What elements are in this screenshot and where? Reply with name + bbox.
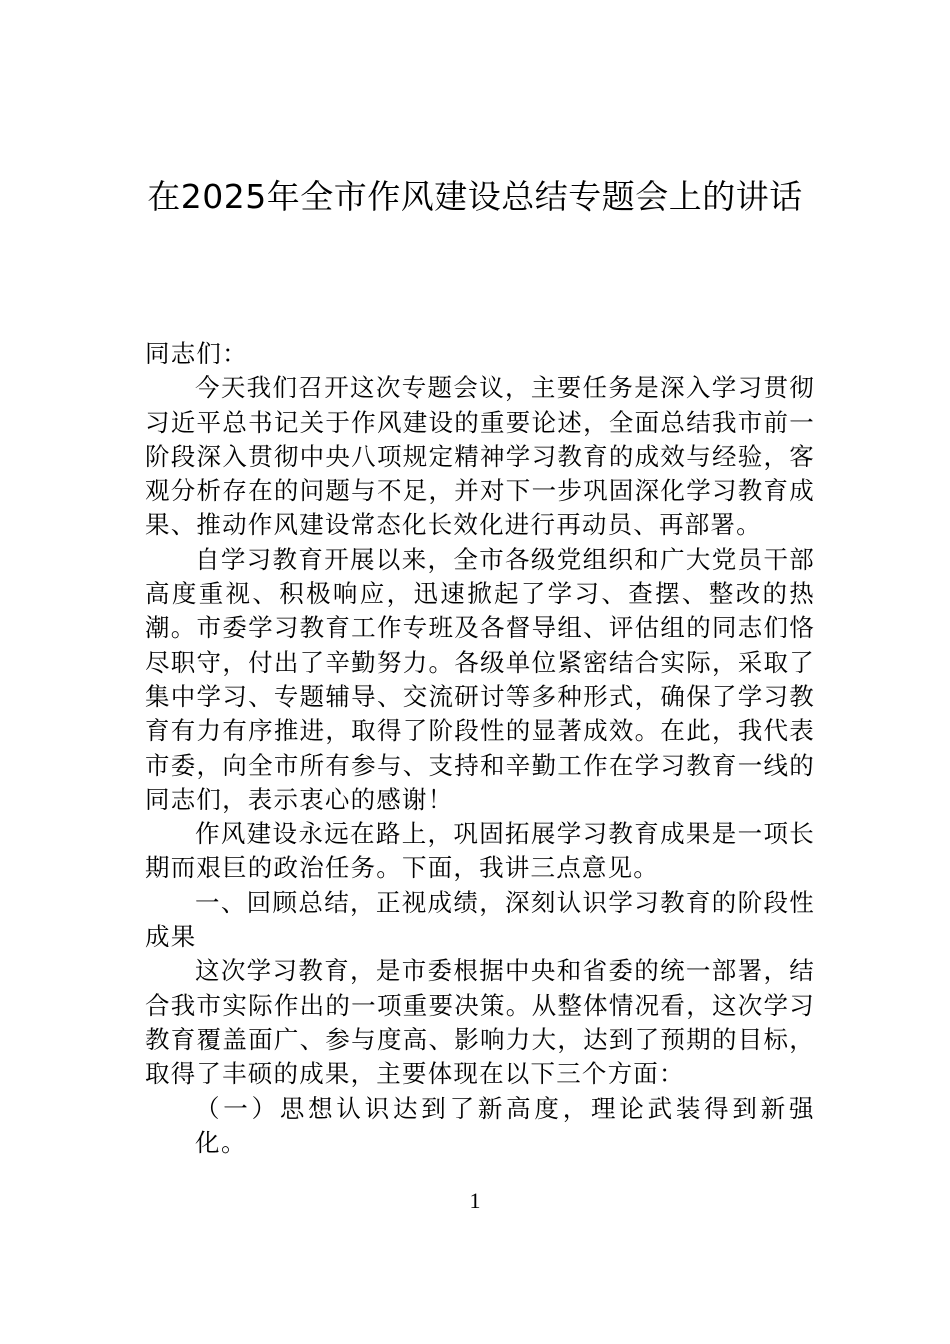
paragraph: 这次学习教育，是市委根据中央和省委的统一部署，结合我市实际作出的一项重要决策。从整体情况看，这次学习教育覆盖面广、参与度高、影响力大，达到了预期的目标，取得了丰硕的成果，主要体现在以下三个方面： [145, 956, 815, 1089]
paragraph: 自学习教育开展以来，全市各级党组织和广大党员干部高度重视、积极响应，迅速掀起了学习、查摆、整改的热潮。市委学习教育工作专班及各督导组、评估组的同志们恪尽职守，付出了辛勤努力。各级单位紧密结合实际，采取了集中学习、专题辅导、交流研讨等多种形式，确保了学习教育有力有序推进，取得了阶段性的显著成效。在此，我代表市委，向全市所有参与、支持和辛勤工作在学习教育一线的同志们，表示衷心的感谢！ [145, 544, 815, 814]
subsection-heading: （一）思想认识达到了新高度，理论武装得到新强化。 [195, 1093, 815, 1157]
paragraph: 今天我们召开这次专题会议，主要任务是深入学习贯彻习近平总书记关于作风建设的重要论述，全面总结我市前一阶段深入贯彻中央八项规定精神学习教育的成效与经验，客观分析存在的问题与不足，并对下一步巩固深化学习教育成果、推动作风建设常态化长效化进行再动员、再部署。 [145, 373, 815, 540]
section-heading: 一、回顾总结，正视成绩，深刻认识学习教育的阶段性成果 [145, 887, 815, 952]
document-body [145, 337, 815, 1160]
salutation: 同志们： [145, 339, 248, 368]
document-title: 在2025年全市作风建设总结专题会上的讲话 [147, 177, 803, 216]
page-number: 1 [469, 1188, 481, 1213]
paragraph: 作风建设永远在路上，巩固拓展学习教育成果是一项长期而艰巨的政治任务。下面，我讲三点意见。 [145, 819, 815, 883]
